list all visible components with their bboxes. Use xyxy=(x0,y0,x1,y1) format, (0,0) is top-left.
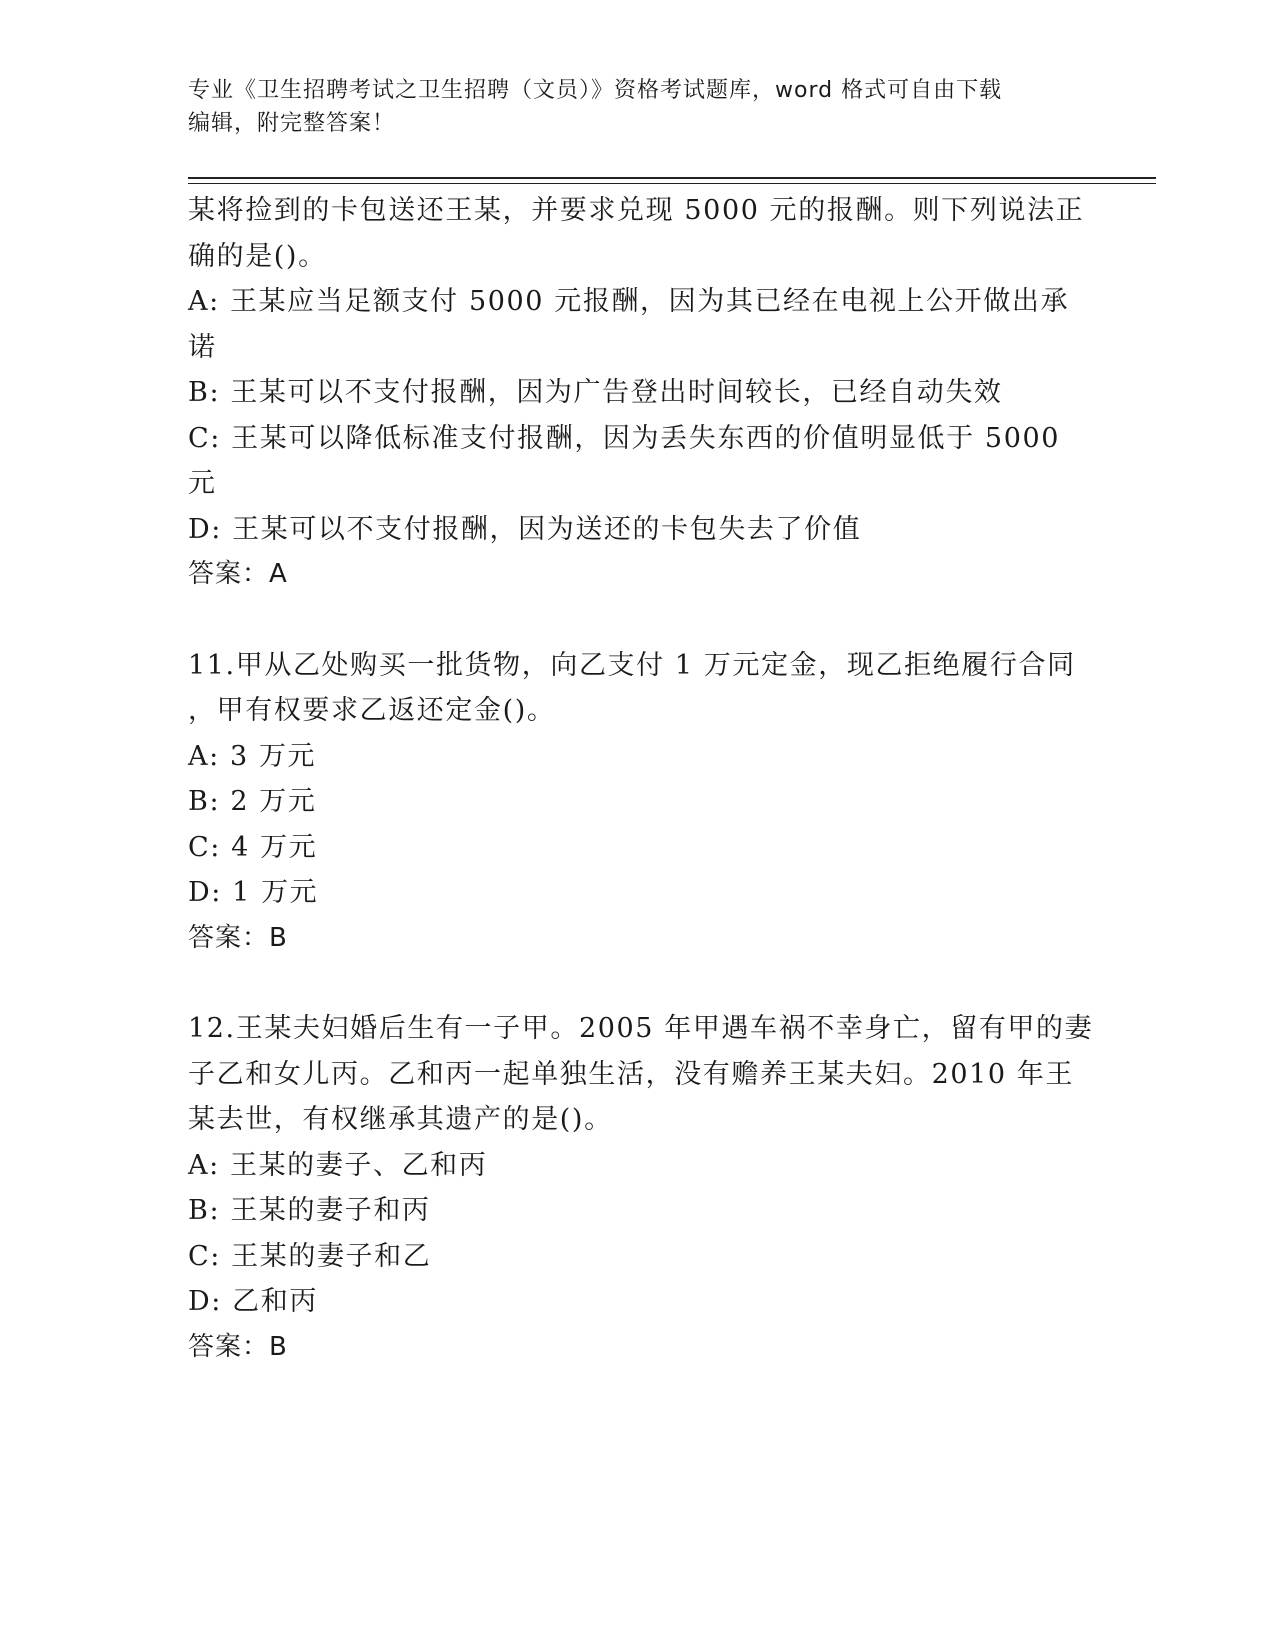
question-11 xyxy=(188,643,1088,962)
question-11-option-c: C: 4 万元 xyxy=(188,831,318,863)
question-12-option-a: A: 王某的妻子、乙和丙 xyxy=(188,1149,488,1181)
question-11-answer: 答案：B xyxy=(188,922,288,953)
question-12-answer: 答案：B xyxy=(188,1331,288,1362)
question-12-stem-line-3: 某去世，有权继承其遗产的是()。 xyxy=(188,1104,613,1135)
question-12-option-d: D: 乙和丙 xyxy=(188,1286,318,1317)
question-11-stem-line-2: ，甲有权要求乙返还定金()。 xyxy=(188,695,556,726)
question-10-option-c-line-1: C: 王某可以降低标准支付报酬，因为丢失东西的价值明显低于 5000 xyxy=(188,422,1061,454)
question-10-stem-line-2: 确的是()。 xyxy=(188,240,327,272)
question-12-stem-line-1: 12.王某夫妇婚后生有一子甲。2005 年甲遇车祸不幸身亡，留有甲的妻 xyxy=(188,1013,1094,1044)
question-11-stem-line-1: 11.甲从乙处购买一批货物，向乙支付 1 万元定金，现乙拒绝履行合同 xyxy=(188,649,1076,681)
question-11-option-b: B: 2 万元 xyxy=(188,786,317,817)
question-11-option-d: D: 1 万元 xyxy=(188,877,319,908)
question-10 xyxy=(188,188,1088,598)
question-list xyxy=(188,188,1094,1370)
question-10-option-d: D: 王某可以不支付报酬，因为送还的卡包失去了价值 xyxy=(188,513,862,545)
question-10-option-a-line-2: 诺 xyxy=(188,331,217,363)
header-note xyxy=(188,74,1088,140)
header-divider-thin xyxy=(188,183,1156,184)
question-10-option-b: B: 王某可以不支付报酬，因为广告登出时间较长，已经自动失效 xyxy=(188,377,1003,408)
header-note-line-1: 专业《卫生招聘考试之卫生招聘（文员）》资格考试题库，word 格式可自由下载 xyxy=(188,78,1003,103)
header-note-line-2: 编辑，附完整答案！ xyxy=(188,111,396,136)
question-10-answer: 答案：A xyxy=(188,559,288,589)
question-11-option-a: A: 3 万元 xyxy=(188,740,317,772)
question-12-option-b: B: 王某的妻子和丙 xyxy=(188,1195,431,1226)
question-12-stem-line-2: 子乙和女儿丙。乙和丙一起单独生活，没有赡养王某夫妇。2010 年王 xyxy=(188,1058,1075,1090)
question-spacer xyxy=(188,598,1088,643)
question-10-stem-line-1: 某将捡到的卡包送还王某，并要求兑现 5000 元的报酬。则下列说法正 xyxy=(188,195,1085,226)
header-divider-thick xyxy=(188,177,1156,179)
question-12 xyxy=(188,1006,1094,1370)
question-spacer xyxy=(188,961,1088,1006)
question-10-option-c-line-2: 元 xyxy=(188,468,217,499)
question-10-option-a-line-1: A: 王某应当足额支付 5000 元报酬，因为其已经在电视上公开做出承 xyxy=(188,286,1070,317)
question-12-option-c: C: 王某的妻子和乙 xyxy=(188,1240,432,1272)
